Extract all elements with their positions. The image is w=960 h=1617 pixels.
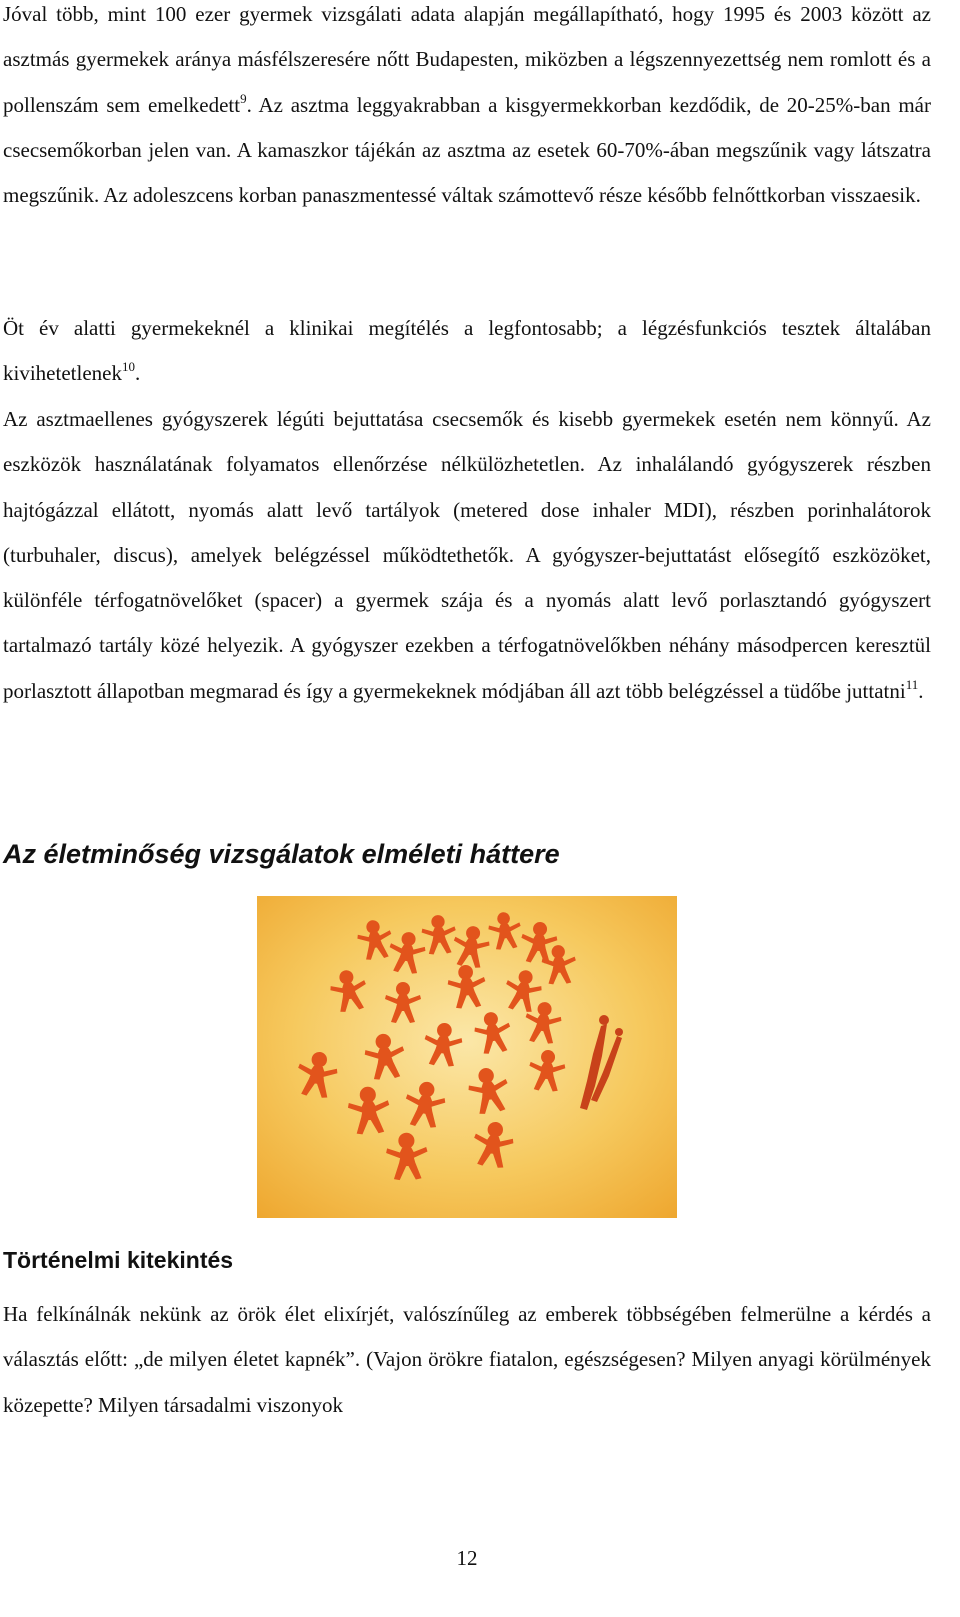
paragraph-asthma-statistics — [3, 0, 931, 218]
subsection-heading: Történelmi kitekintés — [3, 1247, 234, 1273]
footnote-ref-11[interactable]: 11 — [905, 676, 919, 692]
paragraph-text-tail: . — [134, 361, 141, 386]
page-number: 12 — [456, 1546, 478, 1570]
footnote-ref-9[interactable]: 9 — [240, 90, 247, 106]
section-heading: Az életminőség vizsgálatok elméleti háttere — [3, 839, 560, 869]
paragraph-text: Ha felkínálnák nekünk az örök élet elixírjét, valószínűleg az emberek többségében felmerülne a kérdés a választás előtt: „de milyen életet kapnék”. (Vajon örökre fiatalon, egészségesen? Milyen anyagi körülmények közepette? Milyen társadalmi viszonyok — [3, 1302, 931, 1417]
paragraph-inhalers — [3, 397, 931, 714]
paragraph-text: Az asztmaellenes gyógyszerek légúti bejuttatása csecsemők és kisebb gyermekek esetén nem könnyű. Az eszközök használatának folyamatos ellenőrzése nélkülözhetetlen. Az inhalálandó gyógyszerek részben hajtógázzal ellátott, nyomás alatt levő tartályok (metered dose inhaler MDI), részben porinhalátorok (turbuhaler, discus), amelyek belégzéssel működtethetők. A gyógyszer-bejuttatást elősegítő eszközöket, különféle térfogatnövelőket (spacer) a gyermek szája és a nyomás alatt levő porlasztandó gyógyszert tartalmazó tartály közé helyezik. A gyógyszer ezekben a térfogatnövelőkben néhány másodpercen keresztül porlasztott állapotban megmarad és így a gyermekeknek módjában áll azt több belégzéssel a tüdőbe juttatni — [3, 407, 931, 703]
paragraph-text: Öt év alatti gyermekeknél a klinikai megítélés a legfontosabb; a légzésfunkciós tesztek általában kivihetetlenek — [3, 316, 931, 386]
paragraph-under-five — [3, 306, 931, 397]
paragraph-text-tail: . — [918, 678, 924, 703]
paragraph-elixir — [3, 1292, 931, 1428]
paragraph-text-tail: . Az asztma leggyakrabban a kisgyermekkorban kezdődik, de 20-25%-ban már csecsemőkorban jelen van. A kamaszkor tájékán az asztma az esetek 60-70%-ában megszűnik vagy látszatra megszűnik. Az adoleszcens korban panaszmentessé váltak számottevő része később felnőttkorban visszaesik. — [3, 92, 931, 208]
paragraph-text: Jóval több, mint 100 ezer gyermek vizsgálati adata alapján megállapítható, hogy 1995 és 2003 között az asztmás gyermekek aránya másfélszeresére nőtt Budapesten, miközben a légszennyezettség nem romlott és a pollenszám sem emelkedett — [3, 2, 931, 117]
footnote-ref-10[interactable]: 10 — [121, 359, 135, 375]
paper-people-illustration — [257, 896, 677, 1218]
paper-people-figure — [257, 896, 677, 1218]
